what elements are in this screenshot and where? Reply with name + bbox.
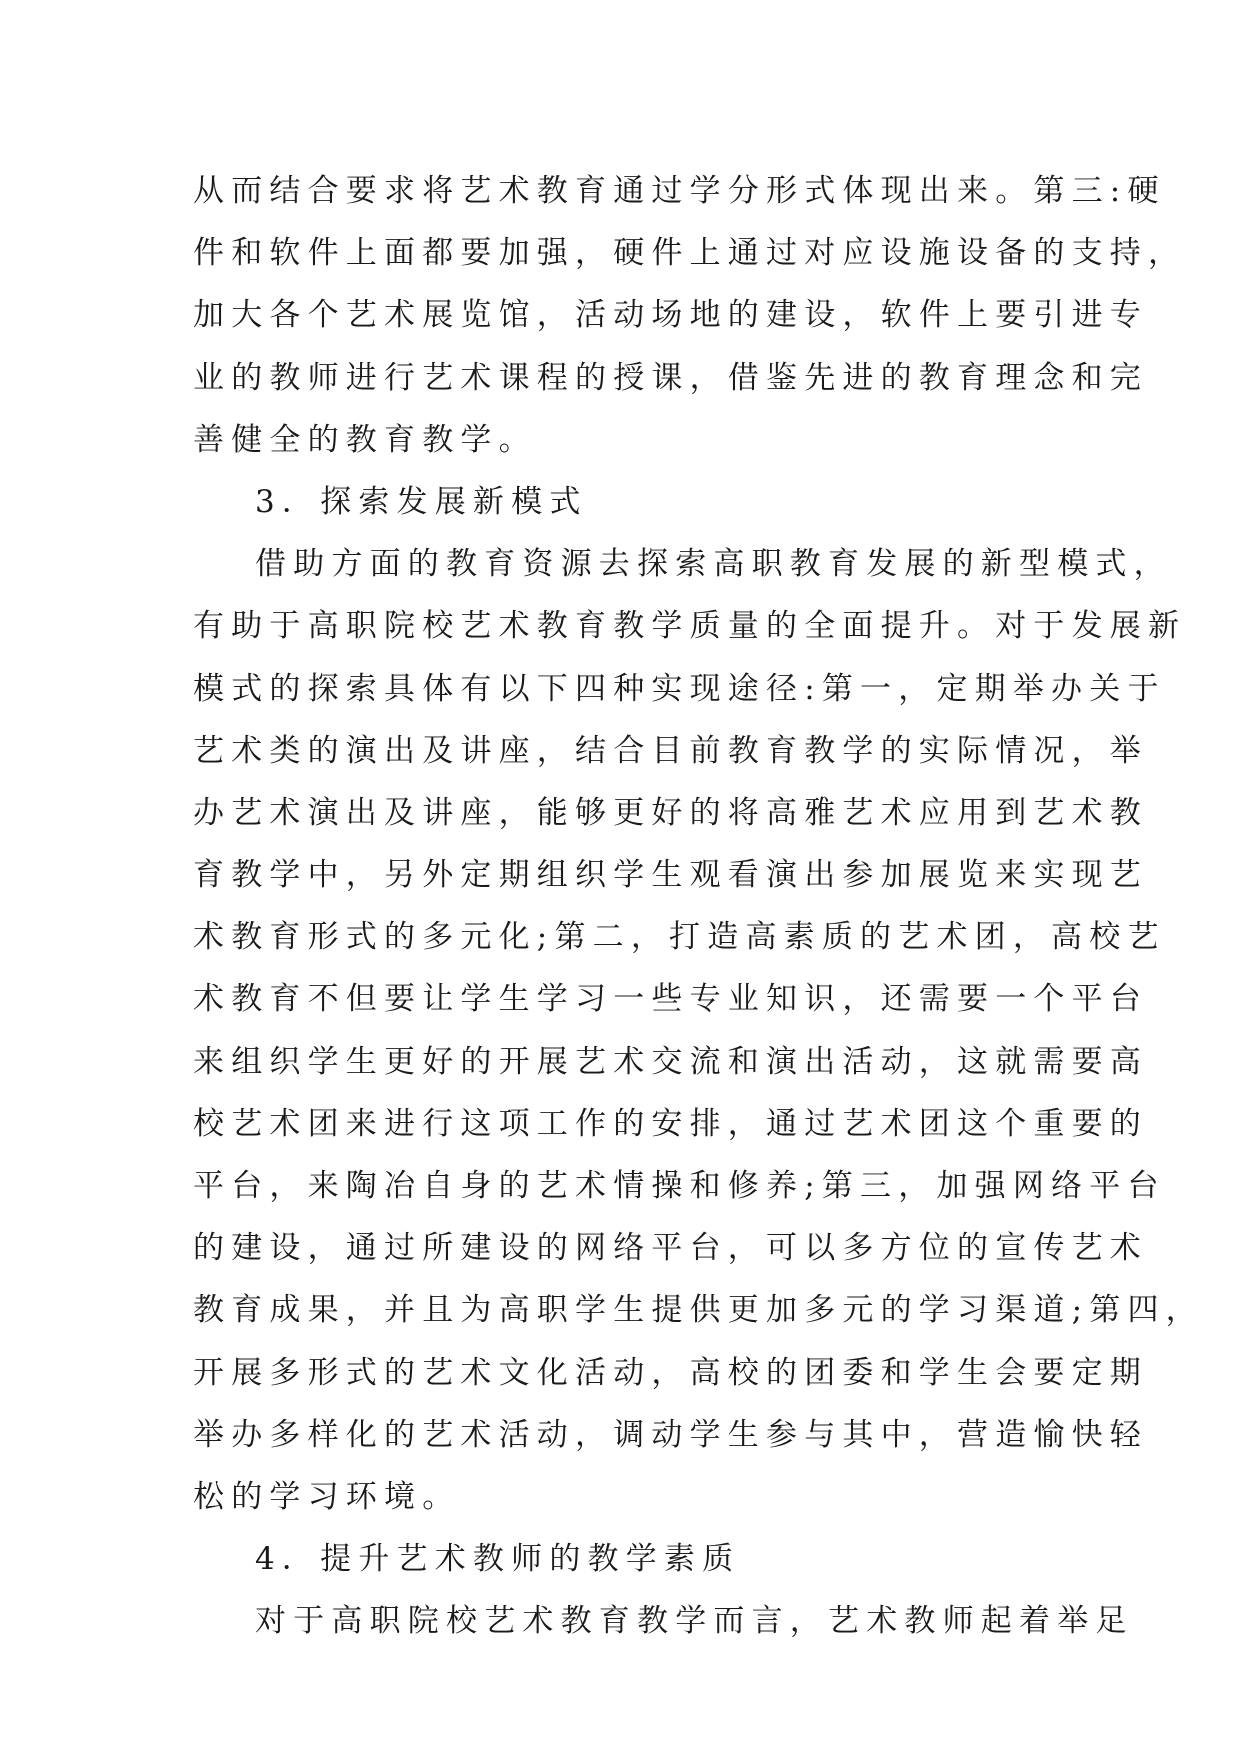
paragraph-first-line: 借助方面的教育资源去探索高职教育发展的新型模式， — [255, 546, 1172, 583]
text-line: 加大各个艺术展览馆，活动场地的建设，软件上要引进专 — [193, 297, 1148, 334]
paragraph-first-line: 对于高职院校艺术教育教学而言，艺术教师起着举足 — [255, 1603, 1134, 1640]
text-line: 的建设，通过所建设的网络平台，可以多方位的宣传艺术 — [193, 1230, 1148, 1267]
text-line: 术教育形式的多元化;第二，打造高素质的艺术团，高校艺 — [193, 919, 1166, 956]
text-line: 育教学中，另外定期组织学生观看演出参加展览来实现艺 — [193, 857, 1148, 894]
text-line: 模式的探索具体有以下四种实现途径:第一，定期举办关于 — [193, 670, 1166, 707]
text-line: 业的教师进行艺术课程的授课，借鉴先进的教育理念和完 — [193, 359, 1148, 396]
text-line: 艺术类的演出及讲座，结合目前教育教学的实际情况，举 — [193, 732, 1148, 769]
text-line: 办艺术演出及讲座，能够更好的将高雅艺术应用到艺术教 — [193, 794, 1148, 831]
section-heading: 3．探索发展新模式 — [255, 483, 588, 520]
text-line: 善健全的教育教学。 — [193, 421, 537, 458]
text-line: 松的学习环境。 — [193, 1478, 461, 1515]
text-line: 有助于高职院校艺术教育教学质量的全面提升。对于发展新 — [193, 608, 1187, 645]
text-line: 来组织学生更好的开展艺术交流和演出活动，这就需要高 — [193, 1043, 1148, 1080]
text-line: 校艺术团来进行这项工作的安排，通过艺术团这个重要的 — [193, 1105, 1148, 1142]
section-heading: 4．提升艺术教师的教学素质 — [255, 1541, 741, 1578]
text-line: 平台，来陶冶自身的艺术情操和修养;第三，加强网络平台 — [193, 1168, 1166, 1204]
text-line: 举办多样化的艺术活动，调动学生参与其中，营造愉快轻 — [193, 1416, 1148, 1453]
text-line: 开展多形式的艺术文化活动，高校的团委和学生会要定期 — [193, 1354, 1148, 1391]
text-line: 教育成果，并且为高职学生提供更加多元的学习渠道;第四， — [193, 1292, 1204, 1329]
text-line: 件和软件上面都要加强，硬件上通过对应设施设备的支持， — [193, 235, 1187, 272]
text-line: 从而结合要求将艺术教育通过学分形式体现出来。第三:硬 — [193, 173, 1166, 209]
text-line: 术教育不但要让学生学习一些专业知识，还需要一个平台 — [193, 981, 1148, 1018]
body-text — [193, 160, 1204, 1653]
